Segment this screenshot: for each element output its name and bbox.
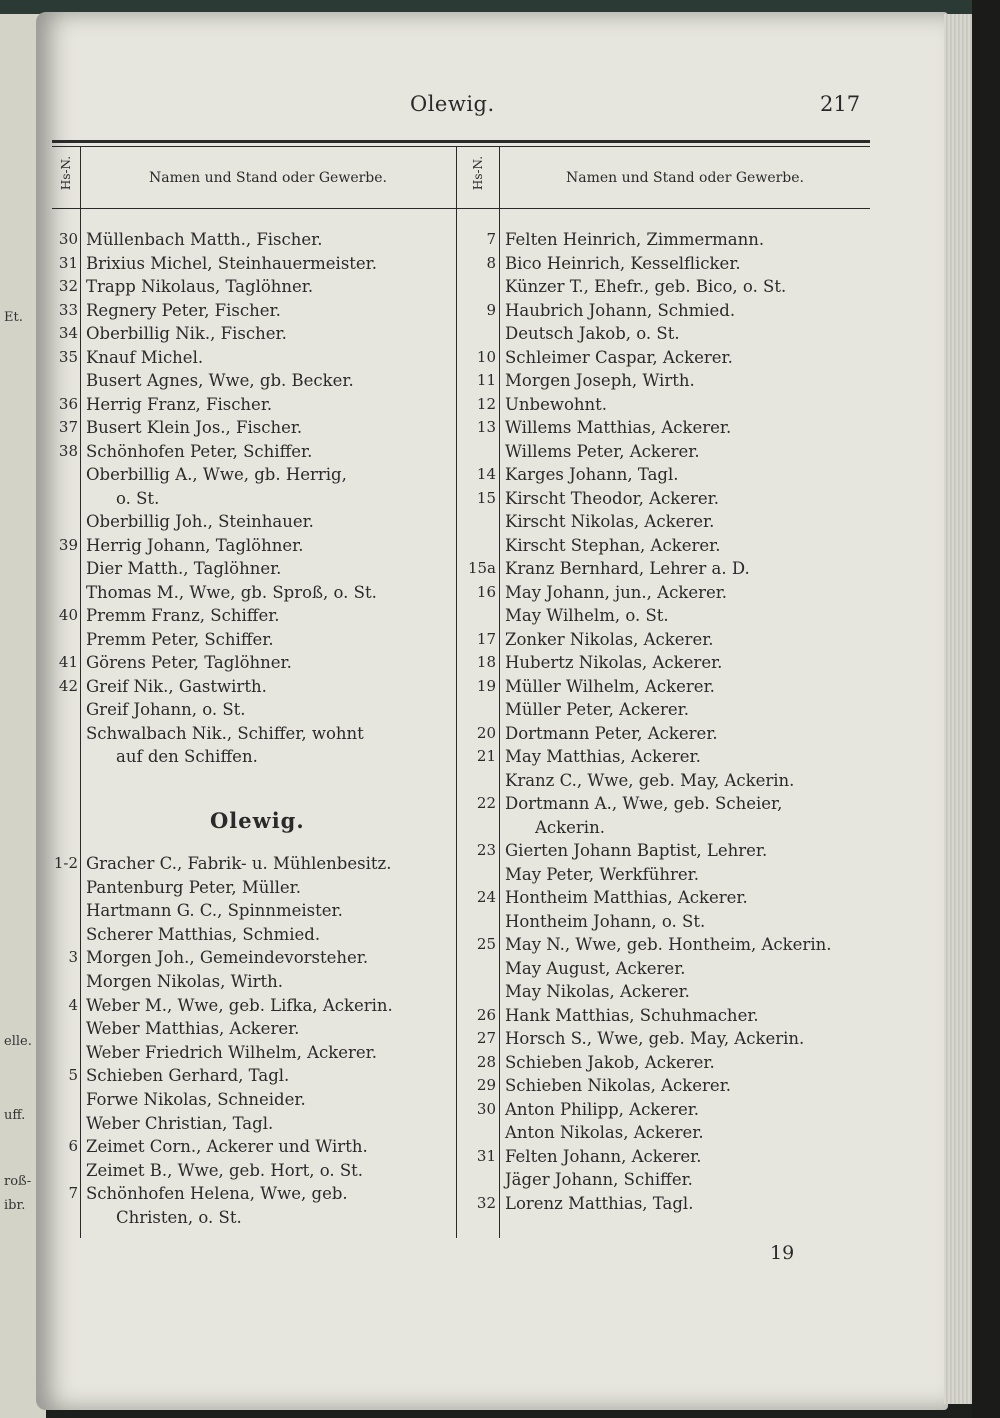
list-item: auf den Schiffen.	[116, 747, 258, 766]
list-item: Morgen Joh., Gemeindevorsteher.	[86, 948, 369, 968]
list-item: Busert Agnes, Wwe, gb. Becker.	[86, 371, 354, 390]
house-number	[460, 957, 496, 980]
column-header-names: Namen und Stand oder Gewerbe.	[148, 170, 387, 186]
list-item: Kranz Bernhard, Lehrer a. D.	[505, 559, 750, 578]
list-item: Jäger Johann, Schiffer.	[505, 1170, 693, 1189]
list-item: Schieben Gerhard, Tagl.	[86, 1066, 290, 1086]
list-item: Schwalbach Nik., Schiffer, wohnt	[86, 723, 364, 743]
house-number: 15a	[467, 559, 496, 577]
house-number: 26	[476, 1005, 496, 1024]
house-number: 11	[476, 371, 496, 389]
house-number: 32	[476, 1193, 496, 1212]
house-number	[460, 440, 496, 463]
house-number	[460, 275, 496, 298]
list-item: Hartmann G. C., Spinnmeister.	[86, 901, 343, 921]
list-item: Dortmann Peter, Ackerer.	[505, 723, 718, 743]
list-item: Kranz C., Wwe, geb. May, Ackerin.	[505, 770, 795, 790]
house-number: 31	[58, 253, 78, 272]
house-number	[46, 1112, 78, 1135]
list-item: Zeimet B., Wwe, geb. Hort, o. St.	[86, 1160, 364, 1180]
list-item: Karges Johann, Tagl.	[505, 465, 679, 484]
house-number: 6	[68, 1137, 78, 1156]
list-item: Anton Philipp, Ackerer.	[505, 1099, 700, 1119]
list-item: Hank Matthias, Schuhmacher.	[505, 1005, 759, 1025]
list-item: Weber M., Wwe, geb. Lifka, Ackerin.	[86, 995, 393, 1015]
list-item: Müllenbach Matth., Fischer.	[86, 230, 323, 249]
house-number	[460, 534, 496, 557]
house-number: 30	[58, 230, 78, 248]
list-item: May Nikolas, Ackerer.	[505, 982, 690, 1001]
house-number	[46, 463, 78, 486]
house-number: 21	[476, 747, 496, 765]
list-item: Deutsch Jakob, o. St.	[505, 324, 680, 343]
list-item: Greif Johann, o. St.	[86, 700, 246, 719]
list-item: Gracher C., Fabrik- u. Mühlenbesitz.	[86, 854, 392, 873]
house-number	[460, 863, 496, 886]
house-number: 24	[476, 888, 496, 906]
house-number	[460, 322, 496, 345]
list-item: o. St.	[116, 488, 160, 508]
house-number	[460, 769, 496, 792]
house-number	[460, 698, 496, 721]
list-item: Schönhofen Helena, Wwe, geb.	[86, 1184, 348, 1204]
house-number: 16	[476, 582, 496, 601]
house-number: 18	[476, 653, 496, 671]
house-number	[46, 628, 78, 651]
house-number: 3	[68, 948, 78, 967]
list-item: Hontheim Matthias, Ackerer.	[505, 888, 748, 907]
list-item: Hontheim Johann, o. St.	[505, 911, 706, 931]
list-item: May Wilhelm, o. St.	[505, 606, 669, 625]
list-item: Lorenz Matthias, Tagl.	[505, 1193, 694, 1213]
house-number	[46, 698, 78, 721]
list-item: Gierten Johann Baptist, Lehrer.	[505, 841, 768, 860]
house-number	[460, 1121, 496, 1144]
house-number	[46, 970, 78, 993]
house-number: 8	[486, 253, 496, 272]
list-item: Morgen Nikolas, Wirth.	[86, 972, 283, 991]
list-item: Dortmann A., Wwe, geb. Scheier,	[505, 794, 783, 813]
house-number: 27	[476, 1029, 496, 1047]
list-item: Unbewohnt.	[505, 394, 608, 414]
house-number: 35	[58, 347, 78, 366]
list-item: Christen, o. St.	[116, 1208, 242, 1227]
list-item: Premm Franz, Schiffer.	[86, 606, 280, 625]
house-number	[46, 487, 78, 510]
house-number	[460, 510, 496, 533]
house-number: 29	[476, 1076, 496, 1094]
list-item: Künzer T., Ehefr., geb. Bico, o. St.	[505, 277, 787, 296]
list-item: Zeimet Corn., Ackerer und Wirth.	[86, 1137, 368, 1157]
list-item: Willems Matthias, Ackerer.	[505, 418, 732, 437]
list-item: Schönhofen Peter, Schiffer.	[86, 441, 313, 461]
house-number: 10	[476, 347, 496, 366]
list-item: Anton Nikolas, Ackerer.	[505, 1123, 704, 1142]
house-number: 32	[58, 277, 78, 295]
house-number: 41	[58, 653, 78, 671]
list-item: Trapp Nikolaus, Taglöhner.	[86, 277, 314, 296]
house-number	[46, 581, 78, 604]
list-item: Greif Nik., Gastwirth.	[86, 676, 267, 696]
list-item: Oberbillig A., Wwe, gb. Herrig,	[86, 465, 347, 484]
house-number	[460, 980, 496, 1003]
list-item: Ackerin.	[535, 817, 605, 837]
column-header-names: Namen und Stand oder Gewerbe.	[565, 170, 804, 186]
house-number	[46, 923, 78, 946]
list-item: Willems Peter, Ackerer.	[505, 441, 700, 461]
list-item: Kirscht Nikolas, Ackerer.	[505, 512, 715, 531]
facing-page-fragment: Et.	[4, 310, 23, 325]
house-number	[46, 876, 78, 899]
list-item: Pantenburg Peter, Müller.	[86, 877, 301, 897]
house-number	[46, 722, 78, 745]
house-number: 7	[68, 1184, 78, 1203]
list-item: Thomas M., Wwe, gb. Sproß, o. St.	[86, 582, 377, 602]
facing-page-fragment: elle.	[4, 1034, 32, 1049]
list-item: Scherer Matthias, Schmied.	[86, 924, 321, 944]
list-item: Premm Peter, Schiffer.	[86, 629, 274, 649]
list-item: Oberbillig Joh., Steinhauer.	[86, 512, 314, 531]
list-item: Regnery Peter, Fischer.	[86, 300, 281, 320]
house-number	[46, 557, 78, 580]
house-number	[46, 1041, 78, 1064]
list-item: Kirscht Theodor, Ackerer.	[505, 488, 719, 508]
house-number: 31	[476, 1146, 496, 1165]
house-number	[460, 910, 496, 933]
list-item: Hubertz Nikolas, Ackerer.	[505, 653, 723, 672]
house-number	[46, 1088, 78, 1111]
list-item: Müller Peter, Ackerer.	[505, 700, 689, 719]
list-item: Müller Wilhelm, Ackerer.	[505, 676, 715, 696]
facing-page-fragment: uff.	[4, 1108, 26, 1123]
list-item: Felten Johann, Ackerer.	[505, 1146, 702, 1166]
list-item: Forwe Nikolas, Schneider.	[86, 1090, 306, 1109]
house-number	[460, 1168, 496, 1191]
house-number	[46, 899, 78, 922]
list-item: May N., Wwe, geb. Hontheim, Ackerin.	[505, 935, 832, 954]
house-number: 12	[476, 394, 496, 413]
house-number: 42	[58, 676, 78, 695]
page-number: 217	[820, 92, 861, 116]
list-item: Herrig Johann, Taglöhner.	[86, 535, 304, 555]
list-item: Zonker Nikolas, Ackerer.	[505, 629, 714, 649]
list-item: May August, Ackerer.	[505, 958, 686, 978]
house-number	[460, 816, 496, 839]
house-number: 30	[476, 1099, 496, 1118]
house-number: 40	[58, 606, 78, 624]
list-item: Bico Heinrich, Kesselflicker.	[505, 253, 741, 273]
list-item: May Peter, Werkführer.	[505, 864, 699, 884]
list-item: Görens Peter, Taglöhner.	[86, 653, 292, 672]
house-number: 20	[476, 723, 496, 742]
house-number: 22	[476, 794, 496, 812]
house-number: 37	[58, 418, 78, 436]
house-number: 34	[58, 324, 78, 342]
list-item: May Johann, jun., Ackerer.	[505, 582, 728, 602]
house-number	[46, 1159, 78, 1182]
house-number: 33	[58, 300, 78, 319]
list-item: Oberbillig Nik., Fischer.	[86, 324, 287, 343]
house-number: 7	[486, 230, 496, 248]
list-item: Herrig Franz, Fischer.	[86, 394, 273, 414]
list-item: Haubrich Johann, Schmied.	[505, 300, 736, 320]
house-number	[46, 510, 78, 533]
section-heading: Olewig.	[210, 808, 305, 833]
list-item: Dier Matth., Taglöhner.	[86, 559, 282, 578]
column-header-number: Hs-N.	[471, 155, 485, 191]
list-item: Schleimer Caspar, Ackerer.	[505, 347, 733, 367]
list-item: Felten Heinrich, Zimmermann.	[505, 230, 765, 249]
house-number	[46, 1206, 78, 1229]
house-number: 1-2	[53, 854, 78, 872]
header-rule-thin	[52, 146, 870, 147]
house-number: 4	[68, 995, 78, 1014]
list-item: Schieben Jakob, Ackerer.	[505, 1052, 715, 1072]
running-title: Olewig.	[410, 92, 495, 116]
column-divider	[80, 146, 81, 1238]
house-number: 19	[476, 676, 496, 695]
list-item: Morgen Joseph, Wirth.	[505, 371, 695, 390]
house-number: 39	[58, 535, 78, 554]
list-item: Schieben Nikolas, Ackerer.	[505, 1076, 732, 1095]
house-number	[46, 1017, 78, 1040]
house-number: 14	[476, 465, 496, 483]
list-item: Weber Christian, Tagl.	[86, 1113, 274, 1133]
house-number: 9	[486, 300, 496, 319]
list-item: May Matthias, Ackerer.	[505, 747, 701, 766]
list-item: Brixius Michel, Steinhauermeister.	[86, 253, 377, 273]
house-number	[460, 604, 496, 627]
house-number	[46, 745, 78, 768]
signature-mark: 19	[770, 1242, 795, 1264]
column-divider	[456, 146, 457, 1238]
column-divider	[499, 146, 500, 1238]
column-header-rule	[52, 208, 870, 209]
house-number: 28	[476, 1052, 496, 1071]
column-header-number: Hs-N.	[59, 155, 73, 191]
list-item: Weber Matthias, Ackerer.	[86, 1019, 300, 1039]
list-item: Kirscht Stephan, Ackerer.	[505, 535, 721, 555]
house-number: 5	[68, 1066, 78, 1085]
house-number: 38	[58, 441, 78, 460]
house-number: 23	[476, 841, 496, 859]
house-number: 25	[476, 935, 496, 953]
house-number: 13	[476, 418, 496, 436]
house-number: 17	[476, 629, 496, 648]
facing-page-fragment: ibr.	[4, 1198, 26, 1213]
list-item: Knauf Michel.	[86, 347, 204, 367]
house-number: 36	[58, 394, 78, 413]
list-item: Busert Klein Jos., Fischer.	[86, 418, 303, 437]
list-item: Weber Friedrich Wilhelm, Ackerer.	[86, 1042, 377, 1062]
house-number: 15	[476, 488, 496, 507]
facing-page-fragment: roß-	[4, 1174, 32, 1189]
header-rule	[52, 140, 870, 143]
list-item: Horsch S., Wwe, geb. May, Ackerin.	[505, 1029, 805, 1048]
house-number	[46, 369, 78, 392]
